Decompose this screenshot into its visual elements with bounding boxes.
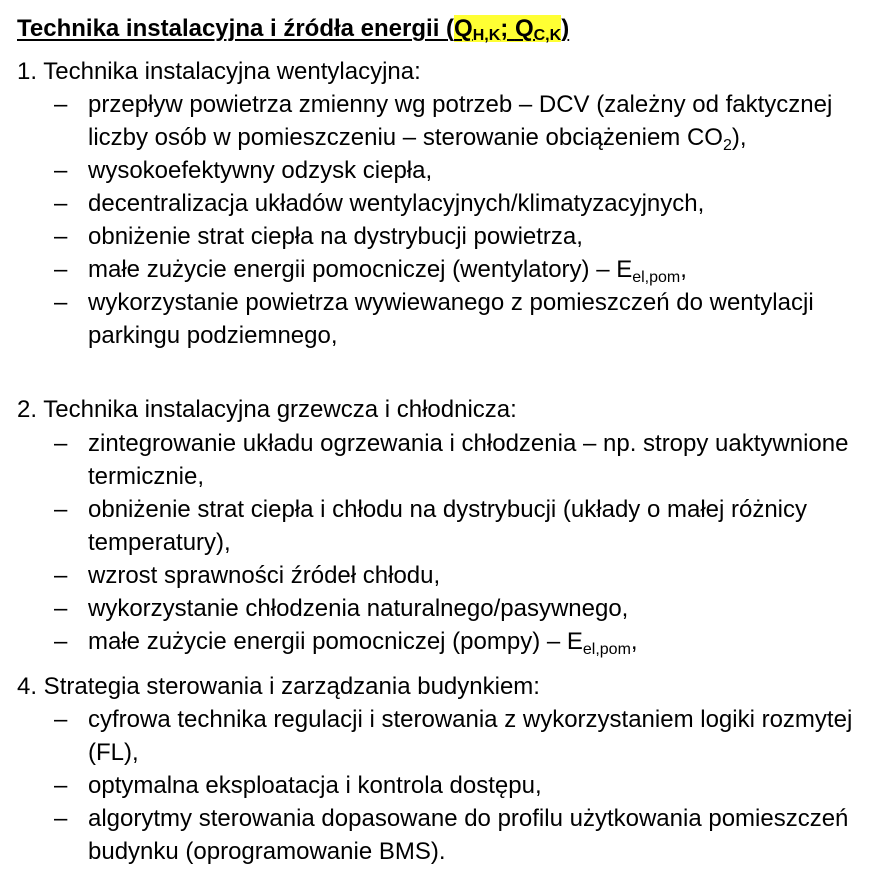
title-separator: ; xyxy=(500,15,515,42)
co2-subscript: 2 xyxy=(722,137,732,154)
list-item-text: cyfrowa technika regulacji i sterowania z wykorzystaniem logiki rozmytej (FL), xyxy=(88,706,853,766)
list-item xyxy=(0,769,869,802)
section-list-heating-cooling xyxy=(0,427,869,658)
list-item-text: wysokoefektywny odzysk ciepła, xyxy=(88,157,433,184)
section-heading-building-management: 4. Strategia sterowania i zarządzania budynkiem: xyxy=(17,673,540,700)
title-paren-close: ) xyxy=(561,15,570,42)
list-item-text: przepływ powietrza zmienny wg potrzeb – DCV (zależny od faktycznej liczby osób w pomieszczeniu – sterowanie obciążeniem $CO_2$), xyxy=(88,91,833,154)
section-heading-ventilation: 1. Technika instalacyjna wentylacyjna: xyxy=(17,58,421,85)
list-item-text: decentralizacja układów wentylacyjnych/klimatyzacyjnych, xyxy=(88,190,705,217)
list-item-text: wykorzystanie chłodzenia naturalnego/pasywnego, xyxy=(88,595,629,622)
list-item xyxy=(0,187,869,220)
list-item xyxy=(0,253,869,286)
bullet-dash: – xyxy=(54,628,68,655)
list-item-text: małe zużycie energii pomocniczej (pompy) – $E_{el,pom}$, xyxy=(88,628,638,658)
list-item-text: optymalna eksploatacja i kontrola dostępu, xyxy=(88,772,542,799)
bullet-dash: – xyxy=(54,223,68,250)
slide-title xyxy=(17,14,569,44)
list-item xyxy=(0,625,869,658)
title-q2: Q xyxy=(514,15,534,42)
bullet-dash: – xyxy=(54,595,68,622)
energy-subscript: el,pom xyxy=(632,269,681,286)
energy-subscript: el,pom xyxy=(582,641,631,658)
list-item xyxy=(0,427,869,493)
bullet-dash: – xyxy=(54,91,68,118)
list-item-text: obniżenie strat ciepła na dystrybucji powietrza, xyxy=(88,223,583,250)
bullet-dash: – xyxy=(54,562,68,589)
bullet-dash: – xyxy=(54,772,68,799)
title-q1: Q xyxy=(454,15,473,42)
list-item-text: algorytmy sterowania dopasowane do profilu użytkowania pomieszczeń budynku (oprogramowanie BMS). xyxy=(88,805,849,865)
bullet-dash: – xyxy=(54,289,68,316)
list-item xyxy=(0,154,869,187)
list-item xyxy=(0,559,869,592)
title-q2-subscript: C,K xyxy=(533,27,562,44)
title-highlight xyxy=(454,15,561,42)
bullet-dash: – xyxy=(54,157,68,184)
list-item xyxy=(0,592,869,625)
bullet-dash: – xyxy=(54,190,68,217)
list-item-text: wykorzystanie powietrza wywiewanego z pomieszczeń do wentylacji parkingu podziemnego, xyxy=(88,289,814,349)
list-item xyxy=(0,703,869,769)
section-heading-heating-cooling: 2. Technika instalacyjna grzewcza i chłodnicza: xyxy=(17,396,517,423)
list-item-text: obniżenie strat ciepła i chłodu na dystrybucji (układy o małej różnicy temperatury), xyxy=(88,496,808,556)
section-list-ventilation xyxy=(0,88,869,352)
list-item xyxy=(0,88,869,154)
title-main: Technika instalacyjna i źródła energii xyxy=(17,15,447,42)
bullet-dash: – xyxy=(54,496,68,523)
section-list-building-management xyxy=(0,703,869,868)
bullet-dash: – xyxy=(54,706,68,733)
list-item xyxy=(0,286,869,352)
list-item-text: zintegrowanie układu ogrzewania i chłodzenia – np. stropy uaktywnione termicznie, xyxy=(88,430,849,490)
list-item xyxy=(0,802,869,868)
title-q1-subscript: H,K xyxy=(472,27,501,44)
list-item-text: wzrost sprawności źródeł chłodu, xyxy=(88,562,441,589)
list-item-text: małe zużycie energii pomocniczej (wentylatory) – $E_{el,pom}$, xyxy=(88,256,687,286)
list-item xyxy=(0,493,869,559)
bullet-dash: – xyxy=(54,256,68,283)
list-item xyxy=(0,220,869,253)
bullet-dash: – xyxy=(54,430,68,457)
title-paren-open: ( xyxy=(446,15,455,42)
bullet-dash: – xyxy=(54,805,68,832)
